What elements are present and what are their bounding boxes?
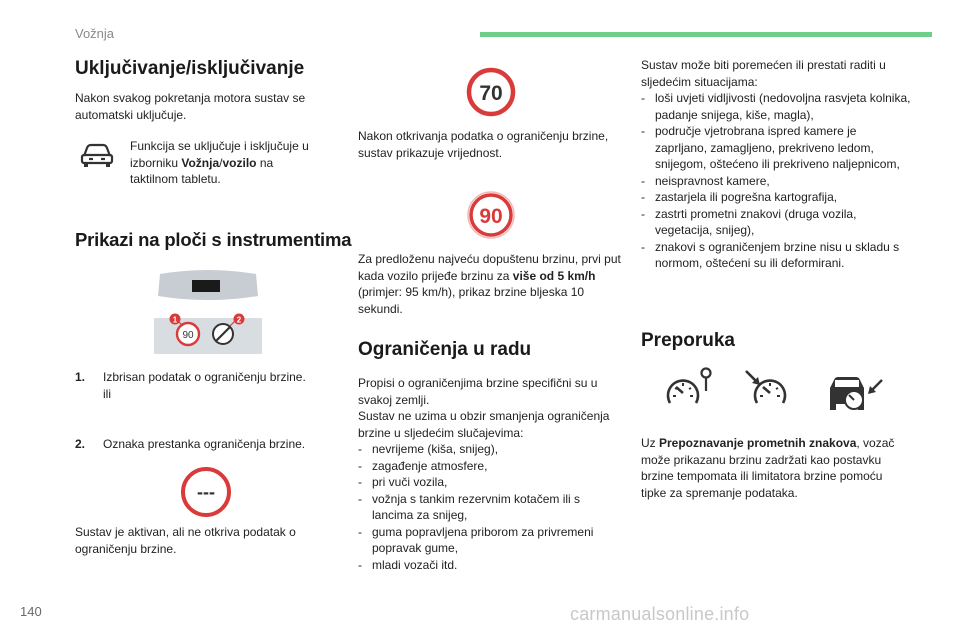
figure-sign-value: 90 [182,330,194,341]
list-item-text: nevrijeme (kiša, snijeg), [372,442,499,456]
sign-90-value: 90 [479,205,503,228]
list-item-text: loši uvjeti vidljivosti (nedovoljna rasvjeta kolnika, padanje snijega, kiše, magla), [655,91,911,122]
recommendation-text-start: Uz [641,436,659,450]
list-dash: - [358,442,362,456]
menu-note-text: Funkcija se uključuje i isključuje u izborniku [130,139,309,170]
operating-limits-intro-1: Propisi o ograničenjima brzine specifični su u svakoj zemlji. [358,376,598,407]
list-item-text: guma popravljena priborom za privremeni popravak gume, [372,524,594,555]
overspeed-text-bold: više od 5 km/h [512,268,596,283]
list-item-text: neispravnost kamere, [655,173,770,188]
activation-intro: Nakon svakog pokretanja motora sustav se automatski uključuje. [75,91,306,122]
legend-item-2-number: 2. [75,437,86,451]
list-dash: - [358,557,362,572]
car-menu-icon [80,142,114,168]
list-item-text: područje vjetrobrana ispred kamere je zaprljano, zamagljeno, prekriveno ledom, snijegom, oštećeno ili prekriveno naljepnicom, [655,124,900,171]
overspeed-flash-text [358,251,623,317]
list-item [358,458,623,475]
list-item-text: pri vuči vozila, [372,475,448,489]
list-dash: - [358,524,362,539]
menu-note-separator: / [219,155,223,170]
page-number: 140 [20,604,42,619]
section-accent-bar [480,32,932,37]
legend-item-1-text: Izbrisan podatak o ograničenju brzine. [103,370,306,384]
operating-limits-body [358,375,623,573]
menu-note-end: na taktilnom tabletu. [130,155,274,186]
title-activation: Uključivanje/isključivanje [75,58,305,79]
overspeed-text-end: (primjer: 95 km/h), prikaz brzine bljeska 10 sekundi. [358,285,585,316]
legend-item-1-or: ili [103,386,111,401]
list-item [641,90,911,123]
speed-limit-70-sign [466,67,516,117]
callout-2: 2 [236,315,242,325]
list-item-text: zastarjela ili pogrešna kartografija, [655,190,838,204]
section-label: Vožnja [75,26,115,41]
recommendation-feature-name: Prepoznavanje prometnih znakova [659,436,857,450]
legend-item-1-number: 1. [75,370,86,384]
overspeed-text-start: Za predloženu najveću dopuštenu brzinu, prvi put kada vozilo prijeđe brzinu za [358,252,621,283]
active-no-detection-text: Sustav je aktivan, ali ne otkriva podatak o ograničenju brzine. [75,525,296,556]
list-item-text: znakovi s ograničenjem brzine nisu u skladu s normom, oštećeni su ili deformirani. [655,239,900,270]
speedometer-memory-icon [664,367,714,411]
legend-item-2-text: Oznaka prestanka ograničenja brzine. [103,437,306,451]
list-item [641,239,911,272]
no-limit-detected-sign [180,466,232,518]
instrument-panel-figure [150,268,266,356]
speed-limit-90-sign [466,190,516,240]
list-item [358,491,623,524]
title-recommendation: Preporuka [641,330,735,351]
operating-limits-intro-2: Sustav ne uzima u obzir smanjenja ograničenja brzine u sljedećim slučajevima: [358,409,610,440]
legend-item-2 [75,436,358,453]
list-item [641,189,911,206]
recommendation-text [641,435,911,501]
car-speed-icon [824,372,884,414]
list-item [358,441,623,458]
list-dash: - [358,475,362,489]
recommendation-text-end: , vozač može prikazanu brzinu zadržati kao postavku brzine tempomata ili limitatora brzine pomoću tipke za spremanje podataka. [641,436,895,500]
list-item [641,123,911,173]
list-item-text: vožnja s tankim rezervnim kotačem ili s lancima za snijeg, [372,491,581,522]
menu-note [130,138,320,188]
list-dash: - [641,206,645,221]
list-item [358,474,623,491]
limit-detected-text: Nakon otkrivanja podatka o ograničenju brzine, sustav prikazuje vrijednost. [358,129,609,160]
watermark: carmanualsonline.info [570,604,750,624]
list-item [641,173,911,190]
list-dash: - [641,239,645,254]
speedometer-setting-icon [744,367,792,411]
callout-1: 1 [172,315,178,325]
list-item-text: zastrti prometni znakovi (druga vozila, vegetacija, snijeg), [655,206,857,237]
list-item-text: zagađenje atmosfere, [372,458,488,473]
list-dash: - [641,173,645,188]
menu-note-bold-1: Vožnja [181,155,220,170]
title-displays: Prikazi na ploči s instrumentima [75,229,352,250]
sign-dashes: --- [197,482,215,502]
list-item [641,206,911,239]
sign-70-value: 70 [479,82,503,105]
disturbance-intro: Sustav može biti poremećen ili prestati raditi u sljedećim situacijama: [641,58,886,89]
list-dash: - [641,190,645,204]
list-item [358,557,623,574]
list-dash: - [641,91,645,105]
legend-item-1 [75,369,358,402]
list-dash: - [641,124,645,138]
menu-note-bold-2: vozilo [222,155,257,170]
list-item-text: mladi vozači itd. [372,557,458,572]
title-operating-limits: Ograničenja u radu [358,339,532,360]
list-item [358,524,623,557]
list-dash: - [358,491,362,506]
list-dash: - [358,458,362,473]
disturbance-body [641,57,911,272]
